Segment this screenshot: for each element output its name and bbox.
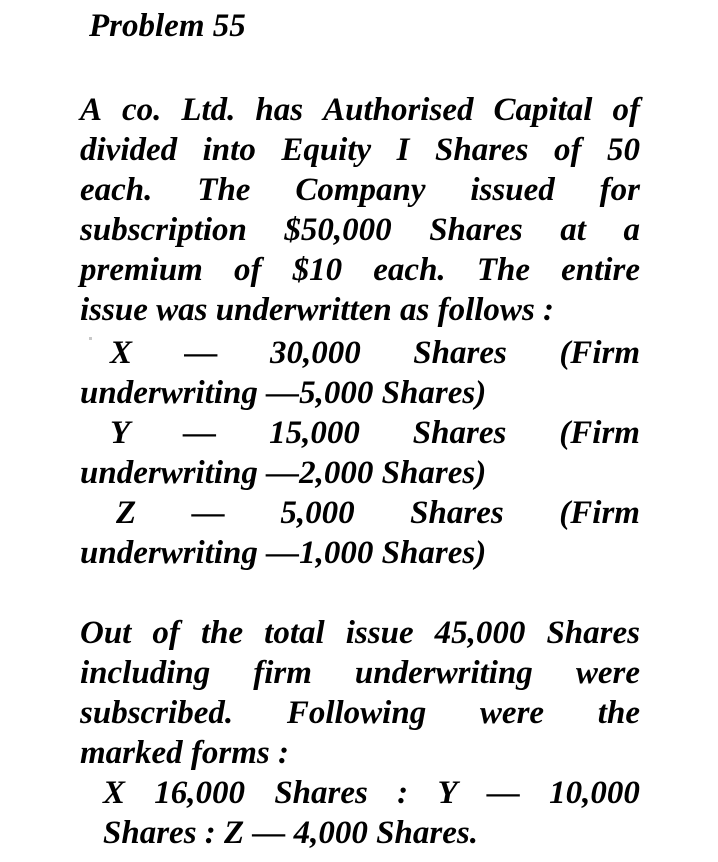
underwriter-dash: — xyxy=(183,415,217,451)
word: 45,000 xyxy=(434,615,526,651)
word: the xyxy=(200,615,244,651)
underwriter-shares-label: Shares xyxy=(412,415,507,451)
underwriter-shares-label: Shares xyxy=(413,335,507,371)
word: each. xyxy=(373,252,446,288)
underwriter-row-z xyxy=(80,493,640,533)
word: total xyxy=(264,615,325,651)
word: has xyxy=(255,92,304,128)
word: I xyxy=(396,132,410,168)
word: Shares xyxy=(434,132,529,168)
word: entire xyxy=(561,252,640,288)
word: divided xyxy=(80,132,178,168)
word: $50,000 xyxy=(284,212,392,248)
underwriter-shares: 30,000 xyxy=(270,335,361,371)
intro-line-4 xyxy=(80,210,640,250)
word: firm xyxy=(253,655,312,691)
underwriters-list xyxy=(80,333,640,573)
word: Following xyxy=(286,695,427,731)
problem-title: Problem 55 xyxy=(89,8,246,44)
word: Capital xyxy=(493,92,593,128)
marked-letter-x: X xyxy=(103,775,126,811)
word: Ltd. xyxy=(181,92,236,128)
word: Out xyxy=(80,615,132,651)
paragraph-intro xyxy=(80,90,640,330)
word: Equity xyxy=(281,132,372,168)
marked-colon: : xyxy=(397,775,409,811)
word: the xyxy=(597,695,640,731)
word: co. xyxy=(121,92,162,128)
word: $10 xyxy=(292,252,343,288)
marked-shares-label: Shares xyxy=(274,775,368,811)
marked-forms-line-2: Shares : Z — 4,000 Shares. xyxy=(103,815,478,851)
marked-forms xyxy=(103,773,640,853)
word: were xyxy=(479,695,545,731)
word: Shares xyxy=(429,212,523,248)
underwriter-letter: X xyxy=(110,335,133,371)
intro-line-2 xyxy=(80,130,640,170)
word: subscription xyxy=(80,212,247,248)
underwriter-dash: — xyxy=(191,495,225,531)
word: Shares xyxy=(546,615,640,651)
underwriter-continuation-z: underwriting —1,000 Shares) xyxy=(80,535,487,571)
word: premium xyxy=(80,252,203,288)
underwriter-firm-open: (Firm xyxy=(559,495,640,531)
word: each. xyxy=(80,172,153,208)
marked-letter-y: Y xyxy=(437,775,458,811)
word: 50 xyxy=(607,132,640,168)
subscription-line-3 xyxy=(80,693,640,733)
underwriter-firm-open: (Firm xyxy=(559,335,640,371)
paragraph-subscription xyxy=(80,613,640,773)
underwriter-shares: 15,000 xyxy=(269,415,360,451)
subscription-line-4: marked forms : xyxy=(80,735,289,771)
word: Authorised xyxy=(323,92,474,128)
word: subscribed. xyxy=(80,695,234,731)
word: including xyxy=(80,655,211,691)
word: issued xyxy=(470,172,555,208)
word: of xyxy=(554,132,582,168)
intro-line-5 xyxy=(80,250,640,290)
underwriter-firm-open: (Firm xyxy=(559,415,640,451)
marked-shares-x: 16,000 xyxy=(154,775,246,811)
underwriter-shares-label: Shares xyxy=(410,495,504,531)
marked-shares-y: 10,000 xyxy=(549,775,640,811)
word: The xyxy=(476,252,530,288)
word: of xyxy=(234,252,262,288)
intro-line-6: issue was underwritten as follows : xyxy=(80,292,555,328)
word: issue xyxy=(345,615,414,651)
marked-dash: — xyxy=(486,775,520,811)
underwriter-shares: 5,000 xyxy=(280,495,355,531)
word: into xyxy=(202,132,256,168)
underwriter-row-x xyxy=(80,333,640,373)
word: underwriting xyxy=(354,655,533,691)
word: The xyxy=(197,172,251,208)
subscription-line-1 xyxy=(80,613,640,653)
underwriter-continuation-y: underwriting —2,000 Shares) xyxy=(80,455,487,491)
word: were xyxy=(575,655,640,691)
marked-forms-line-1 xyxy=(103,773,640,813)
word: of xyxy=(152,615,180,651)
underwriter-dash: — xyxy=(184,335,218,371)
word: A xyxy=(80,92,103,128)
underwriter-row-y xyxy=(80,413,640,453)
underwriter-letter: Y xyxy=(110,415,131,451)
underwriter-letter: Z xyxy=(116,495,137,531)
intro-line-3 xyxy=(80,170,640,210)
word: a xyxy=(623,212,640,248)
word: of xyxy=(612,92,640,128)
intro-line-1 xyxy=(80,90,640,130)
word: Company xyxy=(295,172,426,208)
underwriter-continuation-x: underwriting —5,000 Shares) xyxy=(80,375,487,411)
subscription-line-2 xyxy=(80,653,640,693)
word: at xyxy=(560,212,586,248)
word: for xyxy=(599,172,640,208)
